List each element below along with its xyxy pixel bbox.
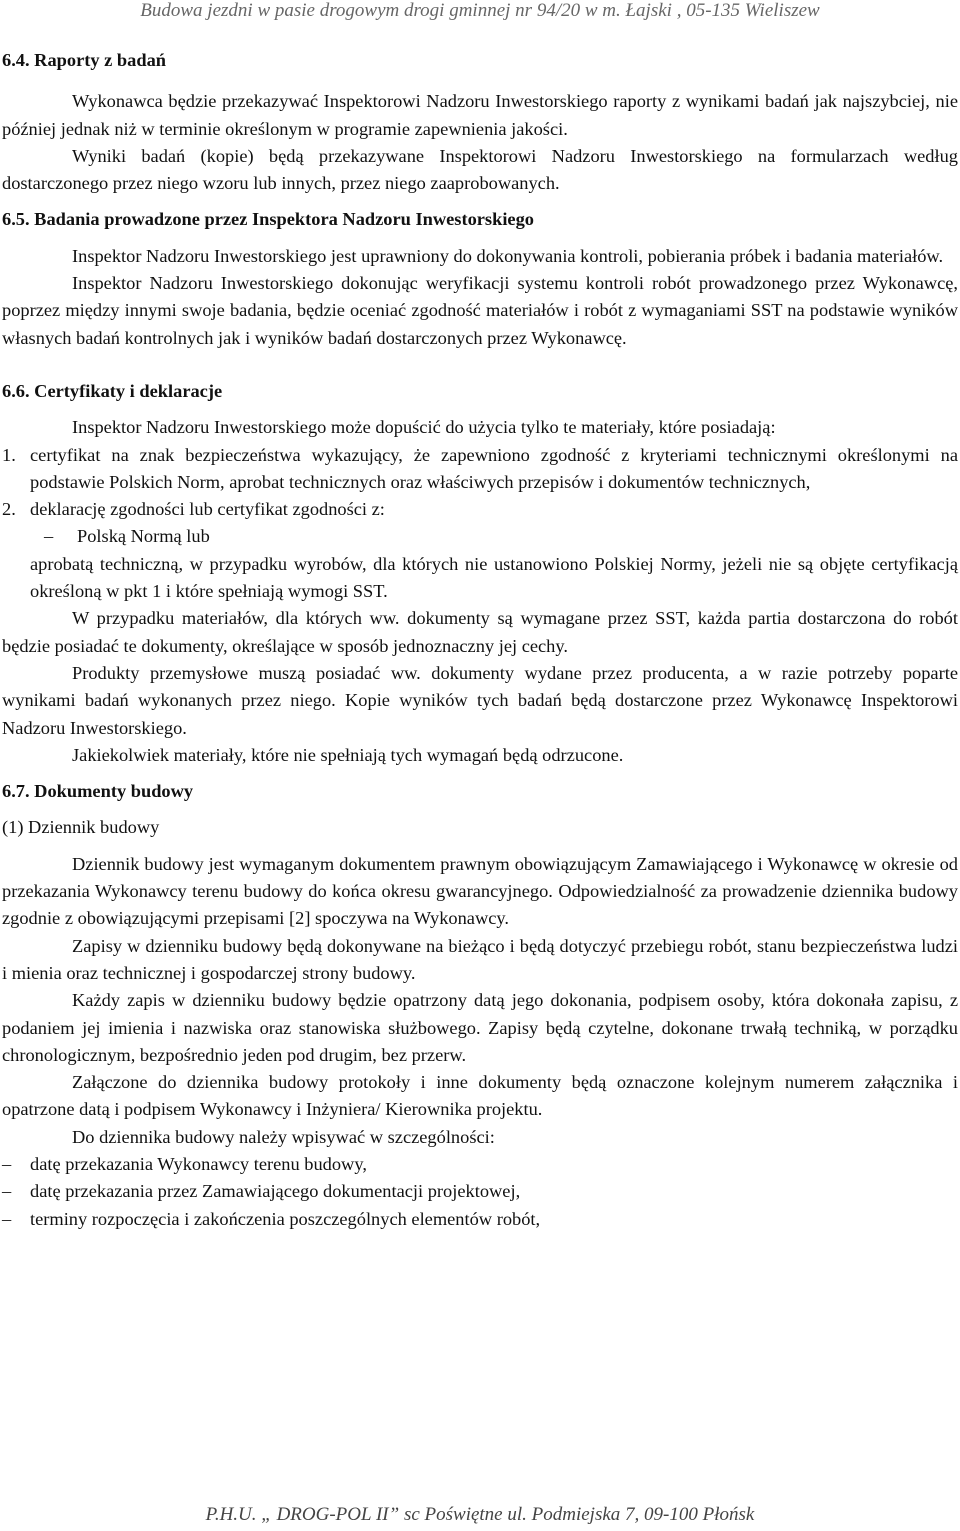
- list-item-text: Polską Normą lub: [77, 526, 210, 547]
- numbered-list-item: [2, 496, 958, 523]
- dash-bullet: –: [2, 1153, 12, 1174]
- list-number: 2.: [2, 499, 16, 520]
- section-6-5-heading: 6.5. Badania prowadzone przez Inspektora Nadzoru Inwestorskiego: [2, 209, 534, 230]
- section-6-4-heading: 6.4. Raporty z badań: [2, 50, 166, 70]
- dash-list-item: [2, 523, 958, 550]
- page-footer: P.H.U. „ DROG-POL II” sc Poświętne ul. Podmiejska 7, 09-100 Płońsk: [205, 1504, 755, 1525]
- paragraph: Wykonawca będzie przekazywać Inspektorowi Nadzoru Inwestorskiego raporty z wynikami badań jak najszybciej, nie później jednak niż w terminie określonym w programie zapewnienia jakości.: [2, 91, 958, 139]
- dash-bullet: –: [2, 1208, 12, 1229]
- list-item-text: deklarację zgodności lub certyfikat zgodności z:: [30, 499, 385, 520]
- paragraph: Inspektor Nadzoru Inwestorskiego jest uprawniony do dokonywania kontroli, pobierania próbek i badania materiałów.: [72, 245, 944, 266]
- paragraph: Do dziennika budowy należy wpisywać w szczególności:: [72, 1126, 495, 1147]
- document-body: [2, 47, 958, 1233]
- paragraph: Inspektor Nadzoru Inwestorskiego może dopuścić do użycia tylko te materiały, które posiadają:: [72, 417, 776, 438]
- paragraph: Produkty przemysłowe muszą posiadać ww. dokumenty wydane przez producenta, a w razie potrzeby poparte wynikami badań wykonanych przez niego. Kopie wyników tych badań będą dostarczone przez Wykonawcę Inspektorowi Nadzoru Inwestorskiego.: [2, 662, 958, 738]
- dash-list-item: [2, 1206, 958, 1233]
- list-item-text: terminy rozpoczęcia i zakończenia poszczególnych elementów robót,: [30, 1208, 541, 1229]
- dash-bullet: –: [44, 526, 54, 547]
- paragraph: Każdy zapis w dzienniku budowy będzie opatrzony datą jego dokonania, podpisem osoby, która dokonała zapisu, z podaniem jej imienia i nazwiska oraz stanowiska służbowego. Zapisy będą czytelne, dokonane trwałą techniką, w porządku chronologicznym, bezpośrednio jeden pod drugim, bez przerw.: [2, 990, 958, 1065]
- paragraph: Dziennik budowy jest wymaganym dokumentem prawnym obowiązującym Zamawiającego i Wykonawcę w okresie od przekazania Wykonawcy terenu budowy do końca okresu gwarancyjnego. Odpowiedzialność za prowadzenie dziennika budowy zgodnie z obowiązującymi przepisami [2] spoczywa na Wykonawcy.: [2, 853, 958, 929]
- list-item-text: datę przekazania Wykonawcy terenu budowy,: [30, 1153, 367, 1174]
- subsection-heading: (1) Dziennik budowy: [2, 817, 160, 838]
- page-header: Budowa jezdni w pasie drogowym drogi gminnej nr 94/20 w m. Łajski , 05-135 Wieliszew: [140, 0, 820, 21]
- numbered-list-item: [2, 442, 958, 497]
- paragraph: W przypadku materiałów, dla których ww. dokumenty są wymagane przez SST, każda partia dostarczona do robót będzie posiadać te dokumenty, określające w sposób jednoznaczny jej cechy.: [2, 608, 958, 656]
- list-item-text: datę przekazania przez Zamawiającego dokumentacji projektowej,: [30, 1181, 521, 1202]
- dash-bullet: –: [2, 1181, 12, 1202]
- paragraph: Inspektor Nadzoru Inwestorskiego dokonując weryfikacji systemu kontroli robót prowadzonego przez Wykonawcę, poprzez między innymi swoje badania, będzie oceniać zgodność materiałów i robót z wymaganiami SST na podstawie wyników własnych badań kontrolnych jak i wyników badań dostarczonych przez Wykonawcę.: [2, 273, 958, 348]
- list-item-text: certyfikat na znak bezpieczeństwa wykazujący, że zapewniono zgodność z kryteriami technicznymi określonymi na podstawie Polskich Norm, aprobat technicznych oraz właściwych przepisów i dokumentów technicznych,: [30, 444, 958, 492]
- paragraph: Jakiekolwiek materiały, które nie spełniają tych wymagań będą odrzucone.: [72, 744, 624, 765]
- section-6-6-heading: 6.6. Certyfikaty i deklaracje: [2, 380, 223, 401]
- paragraph: Wyniki badań (kopie) będą przekazywane Inspektorowi Nadzoru Inwestorskiego na formularzach według dostarczonego przez niego wzoru lub innych, przez niego zaaprobowanych.: [2, 145, 958, 194]
- list-continuation: aprobatą techniczną, w przypadku wyrobów, dla których nie ustanowiono Polskiej Normy, jeżeli nie są objęte certyfikacją określoną w pkt 1 i które spełniają wymogi SST.: [30, 553, 958, 602]
- section-6-7-heading: 6.7. Dokumenty budowy: [2, 781, 194, 802]
- dash-list-item: [2, 1178, 958, 1205]
- dash-list-item: [2, 1151, 958, 1178]
- paragraph: Załączone do dziennika budowy protokoły i inne dokumenty będą oznaczone kolejnym numerem załącznika i opatrzone datą i podpisem Wykonawcy i Inżyniera/ Kierownika projektu.: [2, 1072, 958, 1120]
- paragraph: Zapisy w dzienniku budowy będą dokonywane na bieżąco i będą dotyczyć przebiegu robót, stanu bezpieczeństwa ludzi i mienia oraz technicznej i gospodarczej strony budowy.: [2, 935, 958, 983]
- list-number: 1.: [2, 444, 16, 465]
